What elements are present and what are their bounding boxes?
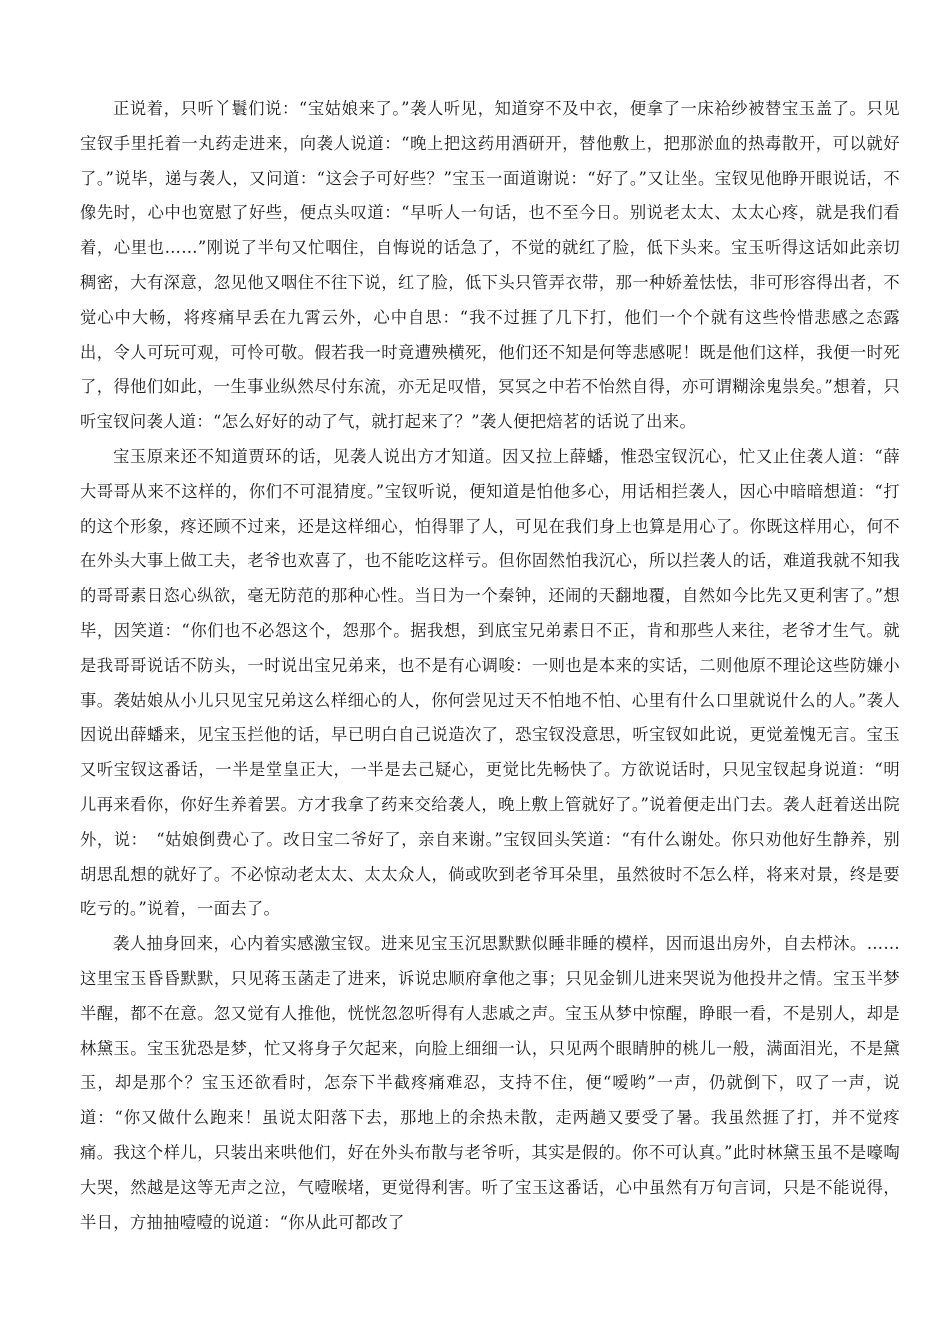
- paragraph-1: 正说着，只听丫鬟们说：“宝姑娘来了。”袭人听见，知道穿不及中衣，便拿了一床袷纱被替宝玉盖了。只见宝钗手里托着一丸药走进来，向袭人说道：“晚上把这药用酒研开，替他敷上，把那淤血的热毒散开，可以就好了。”说毕，递与袭人，又问道：“这会子可好些？”宝玉一面道谢说：“好了。”又让坐。宝钗见他睁开眼说话，不像先时，心中也宽慰了好些，便点头叹道：“早听人一句话，也不至今日。别说老太太、太太心疼，就是我们看着，心里也……”刚说了半句又忙咽住，自悔说的话急了，不觉的就红了脸，低下头来。宝玉听得这话如此亲切稠密，大有深意，忽见他又咽住不往下说，红了脸，低下头只管弄衣带，那一种娇羞怯怯，非可形容得出者，不觉心中大畅，将疼痛早丢在九霄云外，心中自思：“我不过捱了几下打，他们一个个就有这些怜惜悲感之态露出，令人可玩可观，可怜可敬。假若我一时竟遭殃横死，他们还不知是何等悲感呢！既是他们这样，我便一时死了，得他们如此，一生事业纵然尽付东流，亦无足叹惜，冥冥之中若不怡然自得，亦可谓糊涂鬼祟矣。”想着，只听宝钗问袭人道：“怎么好好的动了气，就打起来了？”袭人便把焙茗的话说了出来。: [80, 99, 900, 432]
- paragraph-2: 宝玉原来还不知道贾环的话，见袭人说出方才知道。因又拉上薛蟠，惟恐宝钗沉心，忙又止住袭人道：“薛大哥哥从来不这样的，你们不可混猜度。”宝钗听说，便知道是怕他多心，用话相拦袭人，因心中暗暗想道：“打的这个形象，疼还顾不过来，还是这样细心，怕得罪了人，可见在我们身上也算是用心了。你既这样用心，何不在外头大事上做工夫，老爷也欢喜了，也不能吃这样亏。但你固然怕我沉心，所以拦袭人的话，难道我就不知我的哥哥素日恣心纵欲，毫无防范的那种心性。当日为一个秦钟，还闹的天翻地覆，自然如今比先又更利害了。”想毕，因笑道：“你们也不必怨这个，怨那个。据我想，到底宝兄弟素日不正，肯和那些人来往，老爷才生气。就是我哥哥说话不防头，一时说出宝兄弟来，也不是有心调唆：一则也是本来的实话，二则他原不理论这些防嫌小事。袭姑娘从小儿只见宝兄弟这么样细心的人，你何尝见过天不怕地不怕、心里有什么口里就说什么的人。”袭人因说出薛蟠来，见宝玉拦他的话，早已明白自己说造次了，恐宝钗没意思，听宝钗如此说，更觉羞愧无言。宝玉又听宝钗这番话，一半是堂皇正大，一半是去己疑心，更觉比先畅快了。方欲说话时，只见宝钗起身说道：“明儿再来看你，你好生养着罢。方才我拿了药来交给袭人，晚上敷上管就好了。”说着便走出门去。袭人赶着送出院外，说： “姑娘倒费心了。改日宝二爷好了，亲自来谢。”宝钗回头笑道：“有什么谢处。你只劝他好生静养，别胡思乱想的就好了。不必惊动老太太、太太众人，倘或吹到老爷耳朵里，虽然彼时不怎么样，将来对景，终是要吃亏的。”说着，一面去了。: [80, 446, 900, 919]
- document-body: [80, 92, 900, 1240]
- paragraph-3: 袭人抽身回来，心内着实感激宝钗。进来见宝玉沉思默默似睡非睡的模样，因而退出房外，自去栉沐。……这里宝玉昏昏默默，只见蒋玉菡走了进来，诉说忠顺府拿他之事；只见金钏儿进来哭说为他投井之情。宝玉半梦半醒，都不在意。忽又觉有人推他，恍恍忽忽听得有人悲戚之声。宝玉从梦中惊醒，睁眼一看，不是别人，却是林黛玉。宝玉犹恐是梦，忙又将身子欠起来，向脸上细细一认，只见两个眼睛肿的桃儿一般，满面泪光，不是黛玉，却是那个？宝玉还欲看时，怎奈下半截疼痛难忍，支持不住，便“嗳哟”一声，仍就倒下，叹了一声，说道：“你又做什么跑来！虽说太阳落下去，那地上的余热未散，走两趟又要受了暑。我虽然捱了打，并不觉疼痛。我这个样儿，只装出来哄他们，好在外头布散与老爷听，其实是假的。你不可认真。”此时林黛玉虽不是嚎啕大哭，然越是这等无声之泣，气噎喉堵，更觉得利害。听了宝玉这番话，心中虽然有万句言词，只是不能说得，半日，方抽抽噎噎的说道：“你从此可都改了: [80, 934, 900, 1232]
